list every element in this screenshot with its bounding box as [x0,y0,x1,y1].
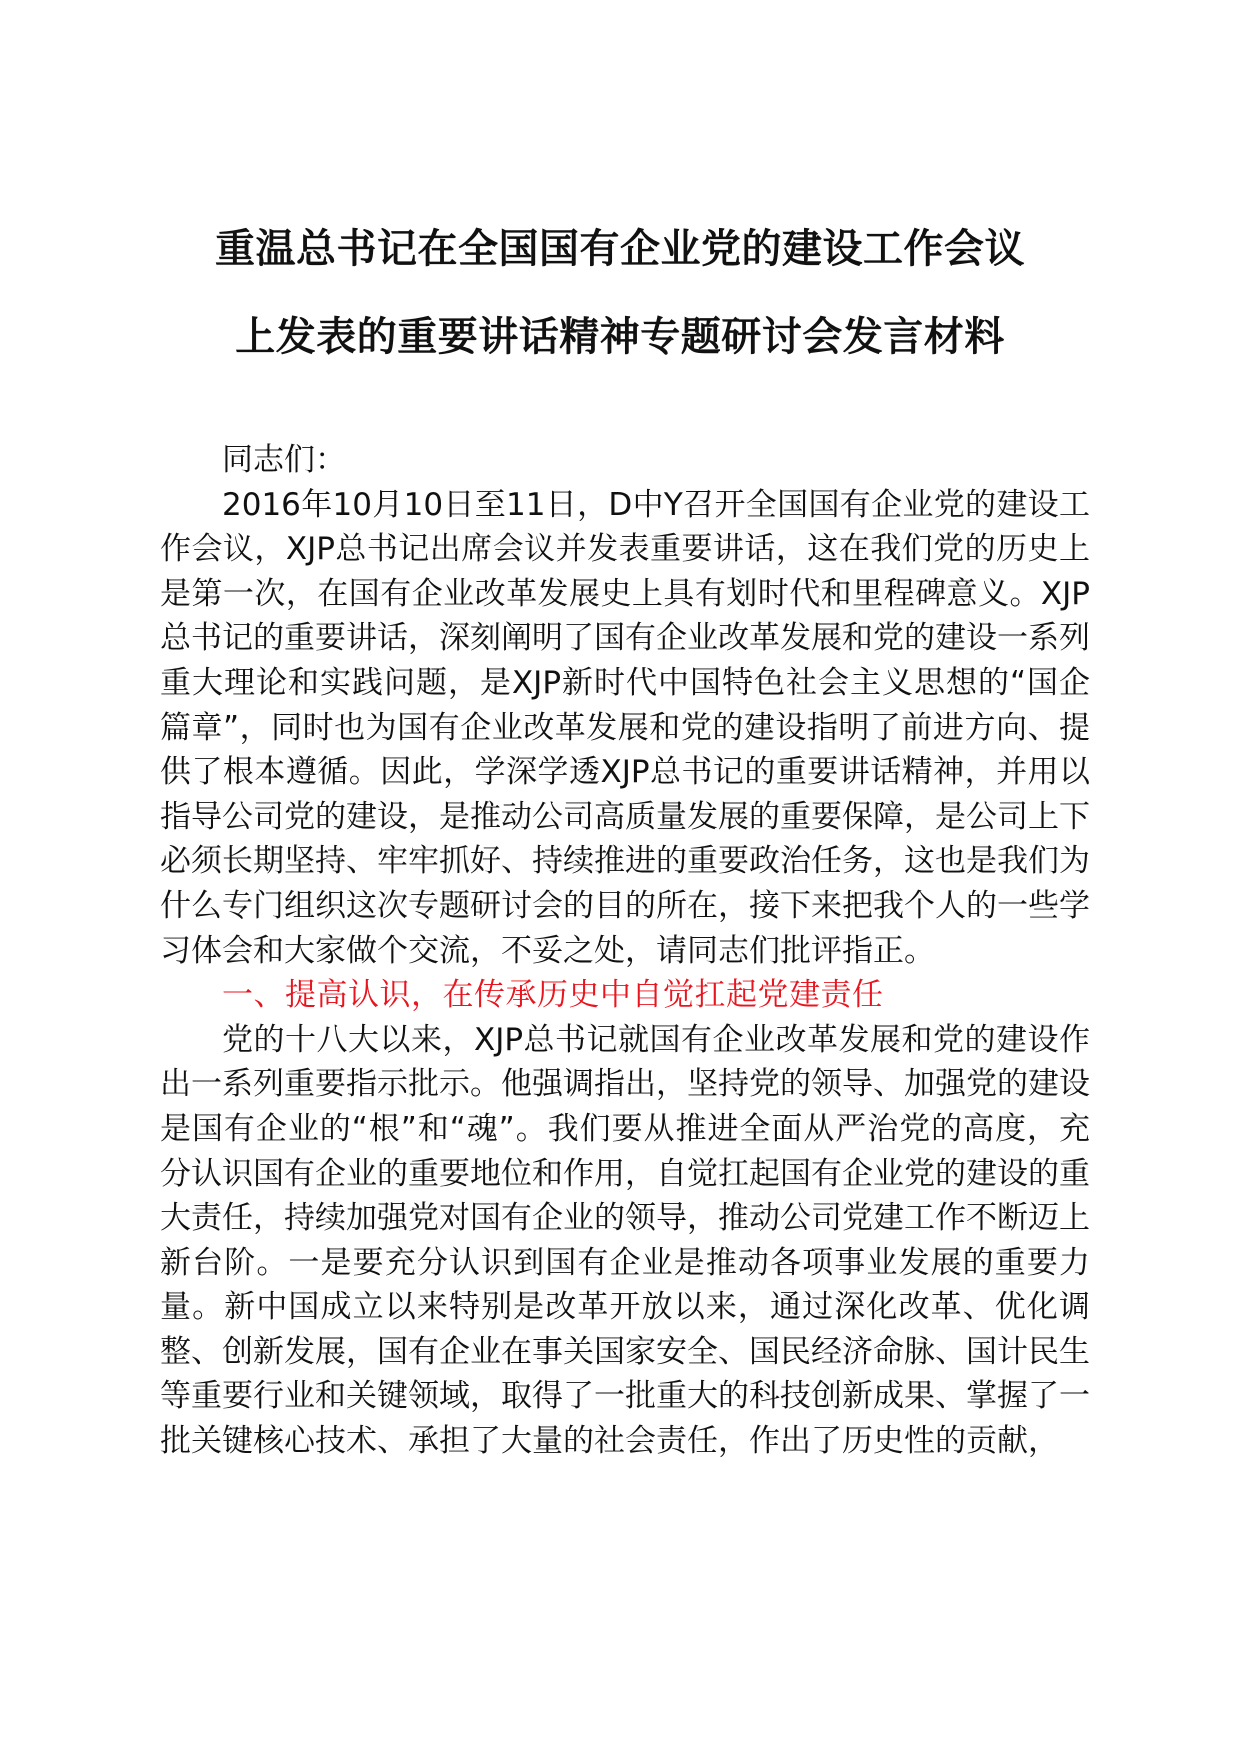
section-heading-1: 一、提高认识，在传承历史中自觉扛起党建责任 [222,977,884,1014]
paragraph-intro: 2016年10月10日至11日，D中Y召开全国国有企业党的建设工作会议，XJP总书记出席会议并发表重要讲话，这在我们党的历史上是第一次，在国有企业改革发展史上具有划时代和里程碑意义。XJP总书记的重要讲话，深刻阐明了国有企业改革发展和党的建设一系列重大理论和实践问题，是XJP新时代中国特色社会主义思想的“国企篇章”，同时也为国有企业改革发展和党的建设指明了前进方向、提供了根本遵循。因此，学深学透XJP总书记的重要讲话精神，并用以指导公司党的建设，是推动公司高质量发展的重要保障，是公司上下必须长期坚持、牢牢抓好、持续推进的重要政治任务，这也是我们为什么专门组织这次专题研讨会的目的所在，接下来把我个人的一些学习体会和大家做个交流，不妥之处，请同志们批评指正。 [160,486,1090,969]
paragraph-section-1: 党的十八大以来，XJP总书记就国有企业改革发展和党的建设作出一系列重要指示批示。他强调指出，坚持党的领导、加强党的建设是国有企业的“根”和“魂”。我们要从推进全面从严治党的高度，充分认识国有企业的重要地位和作用，自觉扛起国有企业党的建设的重大责任，持续加强党对国有企业的领导，推动公司党建工作不断迈上新台阶。一是要充分认识到国有企业是推动各项事业发展的重要力量。新中国成立以来特别是改革开放以来，通过深化改革、优化调整、创新发展，国有企业在事关国家安全、国民经济命脉、国计民生等重要行业和关键领域，取得了一批重大的科技创新成果、掌握了一批关键核心技术、承担了大量的社会责任，作出了历史性的贡献， [160,1021,1090,1460]
title-line-1: 重温总书记在全国国有企业党的建设工作会议 [215,226,1025,272]
salutation: 同志们： [222,442,346,478]
document-body [160,438,1090,1464]
document-title [150,205,1090,381]
title-line-2: 上发表的重要讲话精神专题研讨会发言材料 [235,314,1005,360]
